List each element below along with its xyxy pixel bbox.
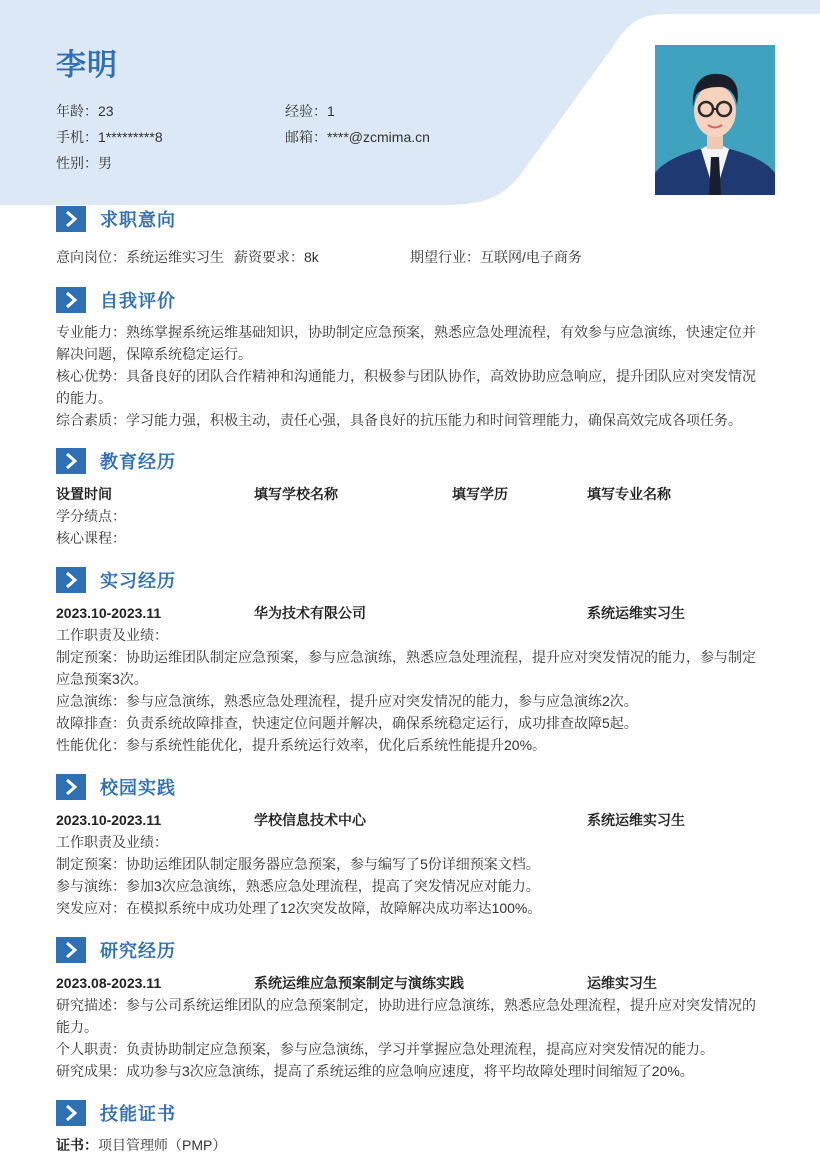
email-value: ****@zcmima.cn	[327, 129, 430, 145]
section-title: 教育经历	[100, 452, 176, 472]
text-line: 参与演练：参加3次应急演练，熟悉应急处理流程，提高了突发情况应对能力。	[56, 878, 540, 894]
section-title: 技能证书	[100, 1104, 176, 1124]
section-header	[56, 774, 766, 800]
phone-label: 手机：	[56, 129, 98, 145]
section-header	[56, 567, 766, 593]
phone-field	[56, 127, 163, 147]
experience-value: 1	[327, 103, 335, 119]
internship-row	[56, 602, 766, 624]
section-header	[56, 287, 766, 313]
certificate-label: 证书：	[56, 1137, 98, 1153]
text-line: 制定预案：协助运维团队制定应急预案，参与应急演练，熟悉应急处理流程，提升应对突发情况的能力，参与制定	[56, 649, 756, 665]
research-role: 运维实习生	[587, 975, 657, 991]
section-title: 研究经历	[100, 941, 176, 961]
text-line: 性能优化：参与系统性能优化，提升系统运行效率，优化后系统性能提升20%。	[56, 737, 547, 753]
education-major: 填写专业名称	[587, 486, 671, 502]
section-title: 求职意向	[100, 210, 176, 230]
text-line: 个人职责：负责协助制定应急预案，参与应急演练，学习并掌握应急处理流程，提高应对突发情况的能力。	[56, 1041, 714, 1057]
courses-label: 核心课程：	[56, 530, 126, 546]
text-line: 应急预案3次。	[56, 671, 148, 687]
text-line: 工作职责及业绩：	[56, 627, 168, 643]
section-header	[56, 937, 766, 963]
experience-label: 经验：	[285, 103, 327, 119]
chevron-right-icon	[56, 1100, 86, 1126]
text-line: 解决问题，保障系统稳定运行。	[56, 346, 252, 362]
text-line: 核心优势：具备良好的团队合作精神和沟通能力，积极参与团队协作，高效协助应急响应，提升团队应对突发情况	[56, 368, 756, 384]
email-field	[285, 127, 430, 147]
phone-value: 1*********8	[98, 129, 163, 145]
section-header	[56, 1100, 766, 1126]
research-project: 系统运维应急预案制定与演练实践	[254, 975, 464, 991]
industry-field	[410, 246, 582, 268]
section-skills	[56, 1100, 766, 1156]
salary-value: 8k	[304, 249, 319, 265]
section-self-evaluation	[56, 287, 766, 431]
text-line: 研究成果：成功参与3次应急演练，提高了系统运维的应急响应速度，将平均故障处理时间缩短了20%。	[56, 1063, 694, 1079]
experience-field	[285, 101, 335, 121]
self-eval-text	[56, 321, 766, 431]
research-time: 2023.08-2023.11	[56, 975, 162, 991]
section-title: 自我评价	[100, 291, 176, 311]
section-research	[56, 937, 766, 1082]
education-row	[56, 483, 766, 505]
text-line: 故障排查：负责系统故障排查，快速定位问题并解决，确保系统稳定运行，成功排查故障5起。	[56, 715, 638, 731]
age-field	[56, 101, 114, 121]
industry-label: 期望行业：	[410, 249, 480, 265]
text-line: 能力。	[56, 1019, 98, 1035]
section-title: 校园实践	[100, 778, 176, 798]
job-intent-row	[56, 246, 766, 268]
text-line: 研究描述：参与公司系统运维团队的应急预案制定，协助进行应急演练，熟悉应急处理流程，提升应对突发情况的	[56, 997, 756, 1013]
section-education	[56, 448, 766, 549]
chevron-right-icon	[56, 937, 86, 963]
profile-photo	[655, 45, 775, 195]
section-internship	[56, 567, 766, 756]
person-portrait-icon	[655, 45, 775, 195]
internship-company: 华为技术有限公司	[254, 605, 366, 621]
certificate-value: 项目管理师（PMP）	[98, 1137, 227, 1153]
text-line: 突发应对：在模拟系统中成功处理了12次突发故障，故障解决成功率达100%。	[56, 900, 542, 916]
chevron-right-icon	[56, 774, 86, 800]
candidate-name: 李明	[56, 49, 118, 82]
education-degree: 填写学历	[452, 486, 508, 502]
campus-role: 系统运维实习生	[587, 812, 685, 828]
section-campus-practice	[56, 774, 766, 919]
salary-label: 薪资要求：	[234, 249, 304, 265]
campus-row	[56, 809, 766, 831]
gender-label: 性别：	[56, 155, 98, 171]
education-school: 填写学校名称	[254, 486, 338, 502]
text-line: 专业能力：熟练掌握系统运维基础知识，协助制定应急预案，熟悉应急处理流程，有效参与应急演练，快速定位并	[56, 324, 756, 340]
text-line: 应急演练：参与应急演练，熟悉应急处理流程，提升应对突发情况的能力，参与应急演练2次。	[56, 693, 638, 709]
gpa-label: 学分绩点：	[56, 508, 126, 524]
position-label: 意向岗位：	[56, 249, 126, 265]
salary-field	[234, 246, 319, 268]
research-row	[56, 972, 766, 994]
education-time: 设置时间	[56, 486, 112, 502]
chevron-right-icon	[56, 567, 86, 593]
section-header	[56, 448, 766, 474]
campus-org: 学校信息技术中心	[254, 812, 366, 828]
gender-field	[56, 153, 112, 173]
section-header	[56, 206, 766, 232]
text-line: 的能力。	[56, 390, 112, 406]
age-value: 23	[98, 103, 114, 119]
chevron-right-icon	[56, 287, 86, 313]
text-line: 制定预案：协助运维团队制定服务器应急预案，参与编写了5份详细预案文档。	[56, 856, 540, 872]
position-field	[56, 246, 224, 268]
position-value: 系统运维实习生	[126, 249, 224, 265]
text-line: 综合素质：学习能力强，积极主动，责任心强，具备良好的抗压能力和时间管理能力，确保高效完成各项任务。	[56, 412, 742, 428]
section-title: 实习经历	[100, 571, 176, 591]
gender-value: 男	[98, 155, 112, 171]
chevron-right-icon	[56, 206, 86, 232]
age-label: 年龄：	[56, 103, 98, 119]
campus-time: 2023.10-2023.11	[56, 812, 162, 828]
section-job-intent	[56, 206, 766, 268]
chevron-right-icon	[56, 448, 86, 474]
internship-role: 系统运维实习生	[587, 605, 685, 621]
text-line: 工作职责及业绩：	[56, 834, 168, 850]
industry-value: 互联网/电子商务	[480, 249, 582, 265]
certificate-row	[56, 1134, 766, 1156]
email-label: 邮箱：	[285, 129, 327, 145]
internship-time: 2023.10-2023.11	[56, 605, 162, 621]
